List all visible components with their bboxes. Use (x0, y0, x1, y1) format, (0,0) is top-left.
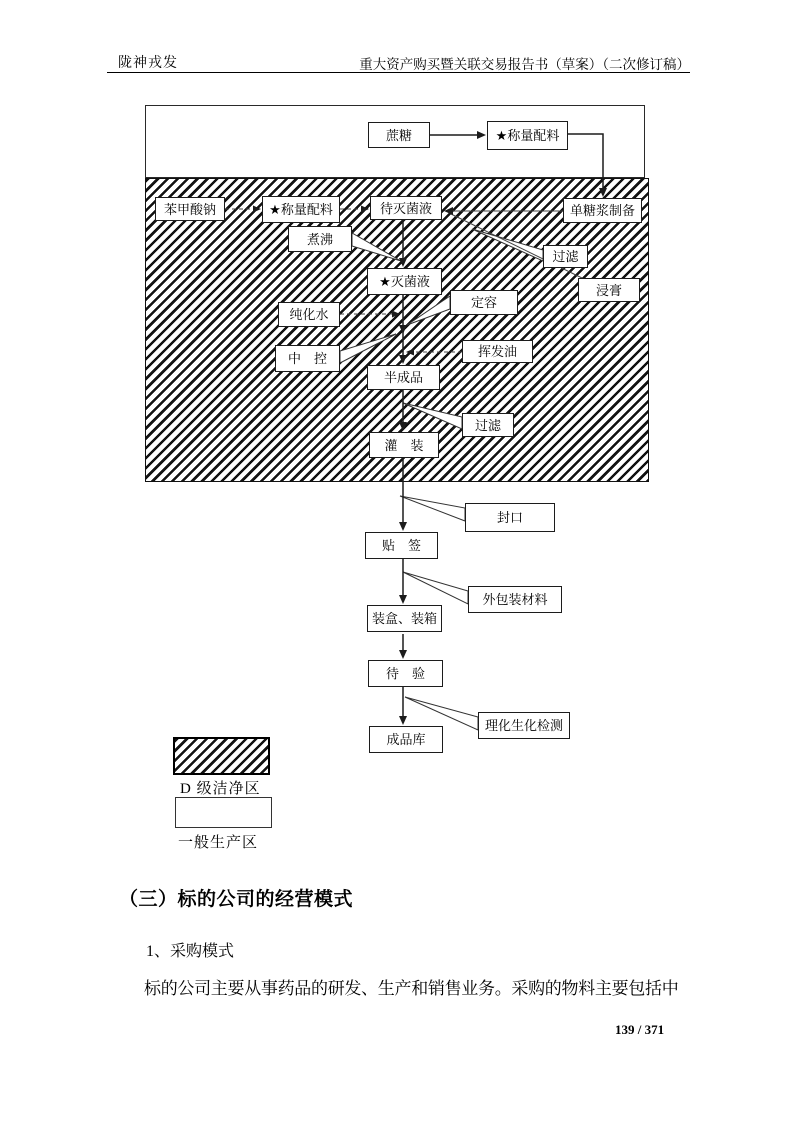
body-paragraph: 标的公司主要从事药品的研发、生产和销售业务。采购的物料主要包括中 (144, 979, 679, 998)
node-liquid-to-sterilize: 待灭菌液 (370, 196, 442, 220)
callout-tail-outer-packaging (403, 572, 468, 604)
node-boil: 煮沸 (288, 226, 352, 252)
callout-tail-sealing (400, 496, 465, 521)
node-extract: 浸膏 (578, 278, 640, 302)
node-physchem-bio-test: 理化生化检测 (478, 712, 570, 739)
callout-tail-boil (352, 233, 401, 261)
legend-label-general-zone: 一般生产区 (178, 835, 259, 851)
callout-tail-in-process-control (340, 334, 396, 363)
legend-label-clean-zone: D 级洁净区 (180, 781, 261, 797)
node-quarantine: 待 验 (368, 660, 443, 687)
node-volatile-oil: 挥发油 (462, 340, 533, 363)
node-outer-packaging-material: 外包装材料 (468, 586, 562, 613)
node-semi-product: 半成品 (367, 365, 440, 390)
node-weigh-2: ★称量配料 (262, 196, 340, 223)
callout-tail-filter-top (472, 229, 543, 261)
header-document-title: 重大资产购买暨关联交易报告书（草案）（二次修订稿） (359, 57, 690, 72)
node-sodium-benzoate: 苯甲酸钠 (155, 197, 225, 221)
node-sucrose: 蔗糖 (368, 122, 430, 148)
node-sealing: 封口 (465, 503, 555, 532)
node-filter-bottom: 过滤 (462, 413, 514, 437)
node-syrup-prep: 单糖浆制备 (563, 198, 642, 223)
node-in-process-control: 中 控 (275, 345, 340, 372)
node-filling: 灌 装 (369, 432, 439, 458)
section-heading: （三）标的公司的经营模式 (119, 889, 354, 910)
node-finished-warehouse: 成品库 (369, 726, 443, 753)
node-constant-volume: 定容 (450, 290, 518, 315)
node-sterilized-liquid: ★灭菌液 (367, 268, 442, 295)
node-labeling: 贴 签 (365, 532, 438, 559)
node-purified-water: 纯化水 (278, 302, 340, 327)
callout-tail-constant-volume (407, 296, 450, 325)
page-number: 139 / 371 (615, 1022, 665, 1037)
header-company-name: 陇神戎发 (118, 56, 178, 71)
node-filter-top: 过滤 (543, 245, 588, 268)
node-weigh-top: ★称量配料 (487, 121, 568, 150)
node-boxing: 装盒、装箱 (367, 605, 442, 632)
subsection-title: 1、采购模式 (146, 943, 235, 960)
callout-tail-filter-bottom (403, 403, 462, 429)
